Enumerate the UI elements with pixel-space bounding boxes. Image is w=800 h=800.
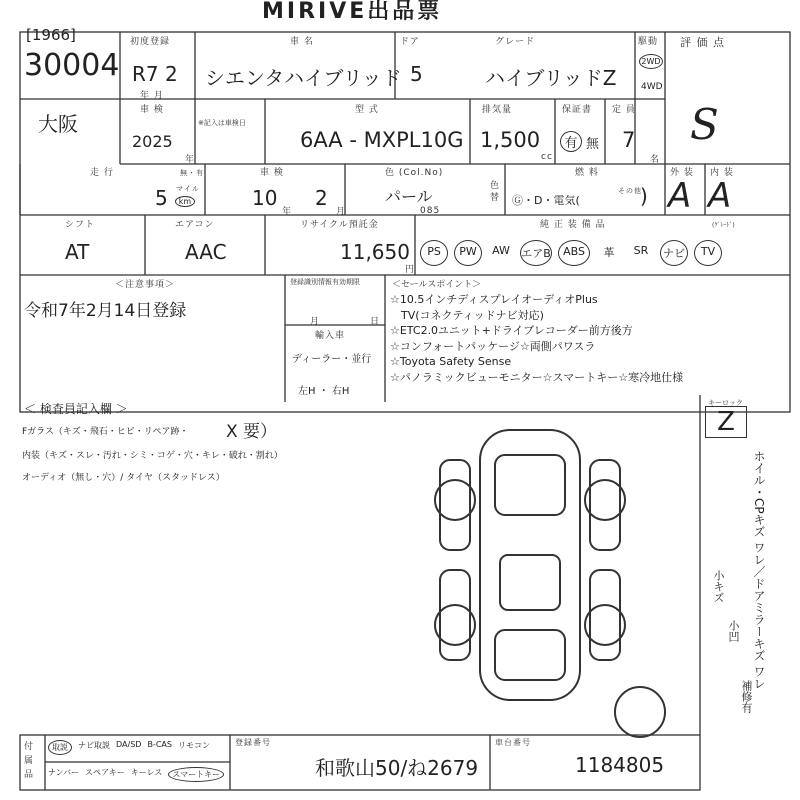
hdr-displacement: 排気量 bbox=[482, 105, 513, 115]
hdr-recycle: リサイクル預託金 bbox=[300, 220, 379, 230]
reg-label: 登録番号 bbox=[235, 738, 271, 747]
vehicle-name: シエンタハイブリッド bbox=[205, 66, 402, 90]
fuel-other: その他 bbox=[618, 187, 642, 195]
inspector-heading: ＜ 検査員記入欄 ＞ bbox=[24, 402, 128, 416]
warranty-no: 無 bbox=[586, 137, 600, 152]
hdr-door: ドア bbox=[400, 37, 420, 47]
shift-value: AT bbox=[65, 240, 90, 264]
hdr-score: 評 価 点 bbox=[680, 36, 725, 49]
hdr-color: 色 (Col.No) bbox=[385, 168, 444, 178]
car-diagram bbox=[435, 430, 665, 737]
equip-airbag: エアB bbox=[520, 240, 552, 266]
equip-navi: ナビ bbox=[660, 240, 688, 266]
hdr-import: 輸入車 bbox=[315, 331, 346, 341]
equip-sr: SR bbox=[633, 244, 649, 257]
hdr-interior: 内 装 bbox=[710, 168, 734, 178]
acc-da-sd: DA/SD bbox=[116, 740, 142, 749]
warranty-yes: 有 bbox=[560, 131, 582, 152]
equip-abs: ABS bbox=[558, 240, 590, 266]
unit-year: 年 bbox=[185, 155, 196, 165]
sales-point: ☆コンフォートパッケージ☆両側パワスラ bbox=[390, 339, 596, 353]
lot-number: 30004 bbox=[24, 48, 120, 83]
aircon-value: AAC bbox=[185, 240, 227, 264]
hdr-inspection: 車 検 bbox=[140, 105, 164, 115]
inspector-glass: Fガラス（キズ・飛石・ヒビ・リペア跡・ bbox=[22, 427, 189, 437]
hdr-year-month: 年 月 bbox=[140, 91, 164, 101]
reg-number: 和歌山50/ね2679 bbox=[315, 756, 479, 780]
recycle-value: 11,650 bbox=[340, 240, 410, 264]
score-value: S bbox=[690, 100, 719, 149]
sales-point: ☆ETC2.0ユニット+ドライブレコーダー前方後方 bbox=[390, 324, 633, 337]
sales-points-list bbox=[390, 292, 710, 385]
interior-score: A bbox=[708, 176, 732, 216]
hdr-fuel: 燃 料 bbox=[575, 168, 599, 178]
equip-ps: PS bbox=[420, 240, 448, 266]
dealer-option: ディーラー・並行 bbox=[292, 354, 372, 365]
hdr-inspection-note: ※記入は車検日 bbox=[198, 119, 246, 127]
acc-spare-key: スペアキー bbox=[85, 768, 125, 777]
steering-lock-mark: Z bbox=[705, 406, 747, 438]
sales-point: ☆10.5インチディスプレイオーディオPlus bbox=[390, 293, 598, 306]
sales-point: TV(コネクティッドナビ対応) bbox=[390, 308, 544, 322]
hdr-model: 型 式 bbox=[355, 105, 379, 115]
small-scratch: 小キズ bbox=[712, 570, 725, 603]
hdr-name: 車 名 bbox=[290, 37, 314, 47]
equip-pw: PW bbox=[454, 240, 482, 266]
acc-navi-manual: ナビ取説 bbox=[78, 741, 110, 750]
hdr-notes: ＜注意事項＞ bbox=[115, 280, 176, 290]
acc-number: ナンバー bbox=[48, 768, 80, 777]
sales-point: ☆パノラミックビューモニター☆スマートキー☆寒冷地仕様 bbox=[390, 370, 684, 384]
first-reg-value: R7 2 bbox=[132, 62, 178, 86]
hdr-drive: 駆動 bbox=[638, 37, 659, 47]
unit-km: km bbox=[175, 196, 195, 207]
hdr-equipment: 純 正 装 備 品 bbox=[540, 220, 606, 230]
equipment-list bbox=[420, 240, 750, 266]
unit-yen: 円 bbox=[405, 265, 416, 275]
hdr-exterior: 外 装 bbox=[670, 168, 694, 178]
hdr-aircon: エアコン bbox=[175, 220, 215, 230]
accessories-row-2 bbox=[48, 767, 224, 782]
inspector-glass-mark: X 要） bbox=[226, 422, 278, 442]
hdr-shift: シフト bbox=[65, 220, 96, 230]
hdr-warranty: 保証書 bbox=[562, 105, 593, 115]
vin-number: 1184805 bbox=[575, 753, 665, 777]
hdr-reg-expiry: 登録識別情報有効期限 bbox=[290, 278, 360, 286]
displacement-value: 1,500 bbox=[480, 128, 541, 152]
unit-persons: 名 bbox=[650, 155, 661, 165]
fuel-paren-close: ) bbox=[640, 184, 648, 208]
steering-lock-label: キーロック bbox=[708, 399, 743, 407]
equip-tv: TV bbox=[694, 240, 722, 266]
grade-value: ハイブリッドZ bbox=[485, 66, 617, 90]
unit-cc: cc bbox=[541, 152, 553, 162]
lot-region: 大阪 bbox=[38, 112, 78, 136]
color-value: パール bbox=[385, 187, 433, 206]
hdr-inspection-2: 車 検 bbox=[260, 168, 284, 178]
accessories-row-1 bbox=[48, 740, 210, 755]
repair-mark: 補修有 bbox=[740, 680, 753, 713]
mileage-value: 5 bbox=[155, 186, 168, 210]
unit-day-3: 日 bbox=[370, 317, 381, 327]
drive-2wd: 2WD bbox=[639, 54, 663, 69]
hdr-mileage: 走 行 bbox=[90, 168, 114, 178]
unit-month-3: 月 bbox=[310, 317, 321, 327]
hdr-color-change: 色替 bbox=[490, 181, 501, 203]
equip-aw: AW bbox=[492, 244, 510, 257]
inspection-year: 2025 bbox=[132, 132, 173, 151]
inspector-interior: 内装（キズ・スレ・汚れ・シミ・コゲ・穴・キレ・破れ・割れ） bbox=[22, 451, 283, 461]
acc-bcas: B-CAS bbox=[147, 740, 172, 749]
hdr-grade-note: (ｸﾞﾚｰﾄﾞ) bbox=[712, 222, 735, 229]
equip-leather: 革 bbox=[603, 246, 615, 259]
right-panel-vertical: ホイル・CPキズ ワレ／ドアミラーキズ ワレ bbox=[752, 450, 766, 690]
unit-month-2: 月 bbox=[336, 207, 347, 217]
acc-smart-key: スマートキー bbox=[168, 767, 224, 782]
sales-point: ☆Toyota Safety Sense bbox=[390, 355, 512, 368]
inspection-year-2: 10 bbox=[252, 186, 278, 210]
lot-session: [1966] bbox=[26, 26, 76, 44]
drive-4wd: 4WD bbox=[641, 82, 663, 92]
capacity-value: 7 bbox=[622, 128, 636, 152]
color-no: 085 bbox=[420, 206, 441, 216]
model-value: 6AA - MXPL10G bbox=[300, 128, 464, 152]
notes-text: 令和7年2月14日登録 bbox=[24, 301, 187, 321]
hdr-first-reg: 初度登録 bbox=[130, 37, 171, 47]
inspector-audio: オーディオ（無し・穴）/ タイヤ（スタッドレス） bbox=[22, 473, 225, 483]
hdr-sales-points: ＜セールスポイント＞ bbox=[392, 280, 482, 290]
sheet-title: MIRIVE出品票 bbox=[262, 0, 443, 24]
fuel-value: Ⓖ・D・電気( bbox=[512, 194, 580, 207]
unit-mile: マイル bbox=[176, 185, 200, 193]
exterior-score: A bbox=[668, 176, 692, 216]
unit-year-2: 年 bbox=[282, 207, 293, 217]
acc-remote: リモコン bbox=[177, 741, 210, 750]
accessories-label: 付属品 bbox=[24, 742, 35, 780]
hdr-grade: グレード bbox=[495, 37, 536, 47]
hdr-capacity: 定 員 bbox=[612, 105, 636, 115]
vin-label: 車台番号 bbox=[495, 738, 531, 747]
inspection-month-2: 2 bbox=[315, 186, 328, 210]
door-value: 5 bbox=[410, 62, 423, 86]
handle-option: 左H ・ 右H bbox=[298, 386, 350, 397]
small-dent: 小凹 bbox=[727, 620, 740, 642]
acc-keyless: キーレス bbox=[130, 768, 163, 777]
hdr-ac-meter: 無・有 bbox=[180, 169, 204, 177]
acc-manual: 取説 bbox=[48, 740, 72, 755]
